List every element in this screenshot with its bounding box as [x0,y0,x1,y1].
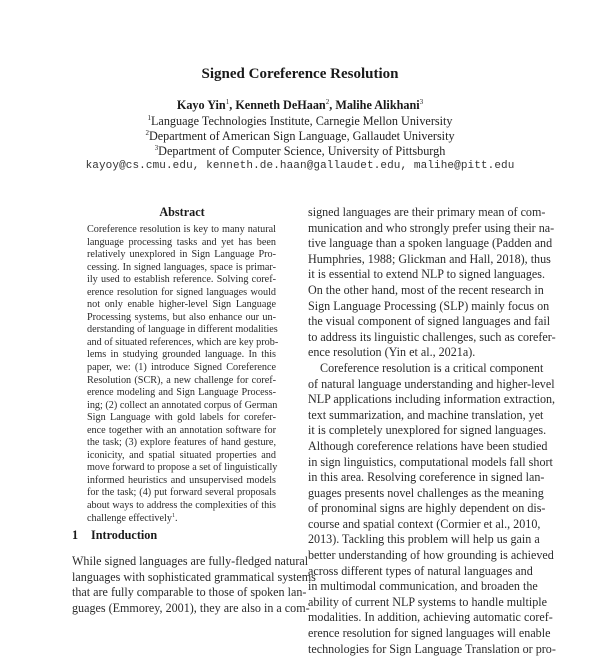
author-separator: , [229,98,236,112]
abstract-line: move forward to propose a set of linguistically [87,462,278,474]
body-line: of pronominal signs are highly dependent on dis- [308,501,546,516]
body-line: Sign Language Processing (SLP) mainly focus on [308,298,550,313]
body-line: text summarization, and machine translation, yet [308,407,544,422]
abstract-line: for the task; (4) put forward several proposals [87,487,276,499]
body-line: course and spatial context (Cormier et al., 2010, [308,516,541,531]
affiliation-marker: 1 [147,114,151,122]
intro-line: guages (Emmorey, 2001), they are also in a com- [72,600,310,615]
affiliation-text: Department of American Sign Language, Gallaudet University [148,129,455,143]
author-name: Kayo Yin [176,98,226,112]
paper-title: Signed Coreference Resolution [201,66,399,82]
author-affiliation-marker: 3 [419,98,424,106]
author-name: Malihe Alikhani [335,98,420,112]
author-affiliation-marker: 2 [325,98,330,106]
body-line: Humphries, 1988; Glickman and Hall, 2018), thus [308,251,551,266]
abstract-line: and of situated references, which are key prob- [87,336,279,348]
body-line: technologies for Sign Language Translation or pro- [308,641,556,656]
author-affiliation-marker: 1 [225,98,230,106]
right-column-body [308,205,556,657]
body-line: modalities. In addition, achieving automatic coref- [308,610,553,625]
introduction-body [72,554,316,616]
abstract-line: paper, we: (1) introduce Signed Coreference [87,362,276,374]
body-line: erence resolution for signed languages will enable [308,626,551,641]
abstract-line: informed heuristics and unsupervised models [87,474,276,486]
intro-line: languages with sophisticated grammatical systems [72,569,316,584]
abstract-last-text: challenge effectively [87,512,172,524]
body-line: the visual component of signed languages and fail [308,314,551,329]
intro-line: While signed languages are fully-fledged natural [72,554,309,568]
abstract-line: ily used to establish reference. Solving coref- [87,274,276,286]
footnote-marker[interactable]: 1 [171,512,175,519]
body-line: to address its linguistic challenges, such as corefer- [308,329,556,344]
body-line: ability of current NLP systems to handle multiple [308,594,548,609]
abstract-line: ing; (2) collect an annotated corpus of German [87,399,278,411]
author-separator: , [329,98,336,112]
body-line: in this area. Resolving coreference in signed lan- [308,470,545,485]
abstract-line: Resolution (SCR), a new challenge for coref- [87,374,276,386]
affiliation-marker: 2 [145,129,149,137]
abstract-line: erence resolution for signed languages would [87,286,276,298]
affiliation-text: Language Technologies Institute, Carnegie Mellon University [150,114,453,128]
body-line: munication and who strongly prefer using their na- [308,220,555,235]
affiliation [0,144,600,159]
body-line: NLP applications including information extraction, [308,392,556,407]
abstract-line: Sign Language with gold labels for corefer- [87,412,276,424]
abstract-line: Processing systems, but also enhance our un- [87,311,276,323]
body-line: it is completely unexplored for signed languages. [308,423,547,438]
affiliation [0,129,600,144]
abstract-line: language processing tasks and yet has been [87,236,276,248]
abstract-line: iconicity, and spatial situated properties and [87,449,276,461]
abstract-line: lems in studying grounded language. In this [87,349,276,361]
body-line: 2013). Tackling this problem will help us gain a [308,532,540,547]
abstract-line: the task; (3) explore features of hand gesture, [87,437,276,449]
section-heading-introduction [72,528,157,543]
body-line: across different types of natural languages and [308,563,533,578]
abstract-heading: Abstract [159,205,205,219]
body-line: in sign linguistics, computational models fall short [308,454,553,469]
abstract-line: erence modeling and Sign Language Process- [87,387,276,399]
affiliation [0,114,600,129]
author-name: Kenneth DeHaan [235,98,326,112]
abstract-line: relatively unexplored in Sign Language Pro- [87,249,276,261]
body-line: better understanding of how grounding is achieved [308,548,554,563]
section-number: 1 [72,528,79,542]
author-list [0,98,600,113]
abstract-line-final [87,513,276,526]
abstract-line: cessing. In signed languages, space is primar- [87,261,276,273]
body-line: On the other hand, most of the recent research in [308,282,544,297]
abstract-body [87,224,279,525]
affiliation-marker: 3 [154,144,159,152]
abstract-line: not only enable higher-level Sign Language [87,299,276,311]
intro-line: that are fully comparable to those of spoken lan- [72,585,307,600]
abstract-last-period: . [174,512,178,524]
body-line: signed languages are their primary mean of com- [308,205,546,219]
body-line: it is essential to extend NLP to signed languages. [308,267,546,282]
body-line: in multimodal communication, and broaden the [308,579,538,594]
body-line: Although coreference relations have been studied [308,438,548,453]
body-line: tive language than a spoken language (Padden and [308,236,553,251]
abstract-line: Coreference resolution is key to many natural [87,224,276,235]
body-line: guages presents novel challenges as the meaning [308,485,544,500]
body-line: Coreference resolution is a critical component [320,360,544,375]
body-line: of natural language understanding and higher-level [308,376,555,391]
affiliation-text: Department of Computer Science, University of Pittsburgh [158,144,446,158]
abstract-line: derstanding of language in different modalities [87,324,278,336]
abstract-line: ence together with an annotation software for [87,424,276,436]
abstract-line: about ways to address the complexities of this [87,500,276,512]
author-emails: kayoy@cs.cmu.edu, kenneth.de.haan@gallaudet.edu, malihe@pitt.edu [85,160,515,172]
section-title: Introduction [91,528,158,542]
body-line: ence resolution (Yin et al., 2021a). [308,345,476,360]
